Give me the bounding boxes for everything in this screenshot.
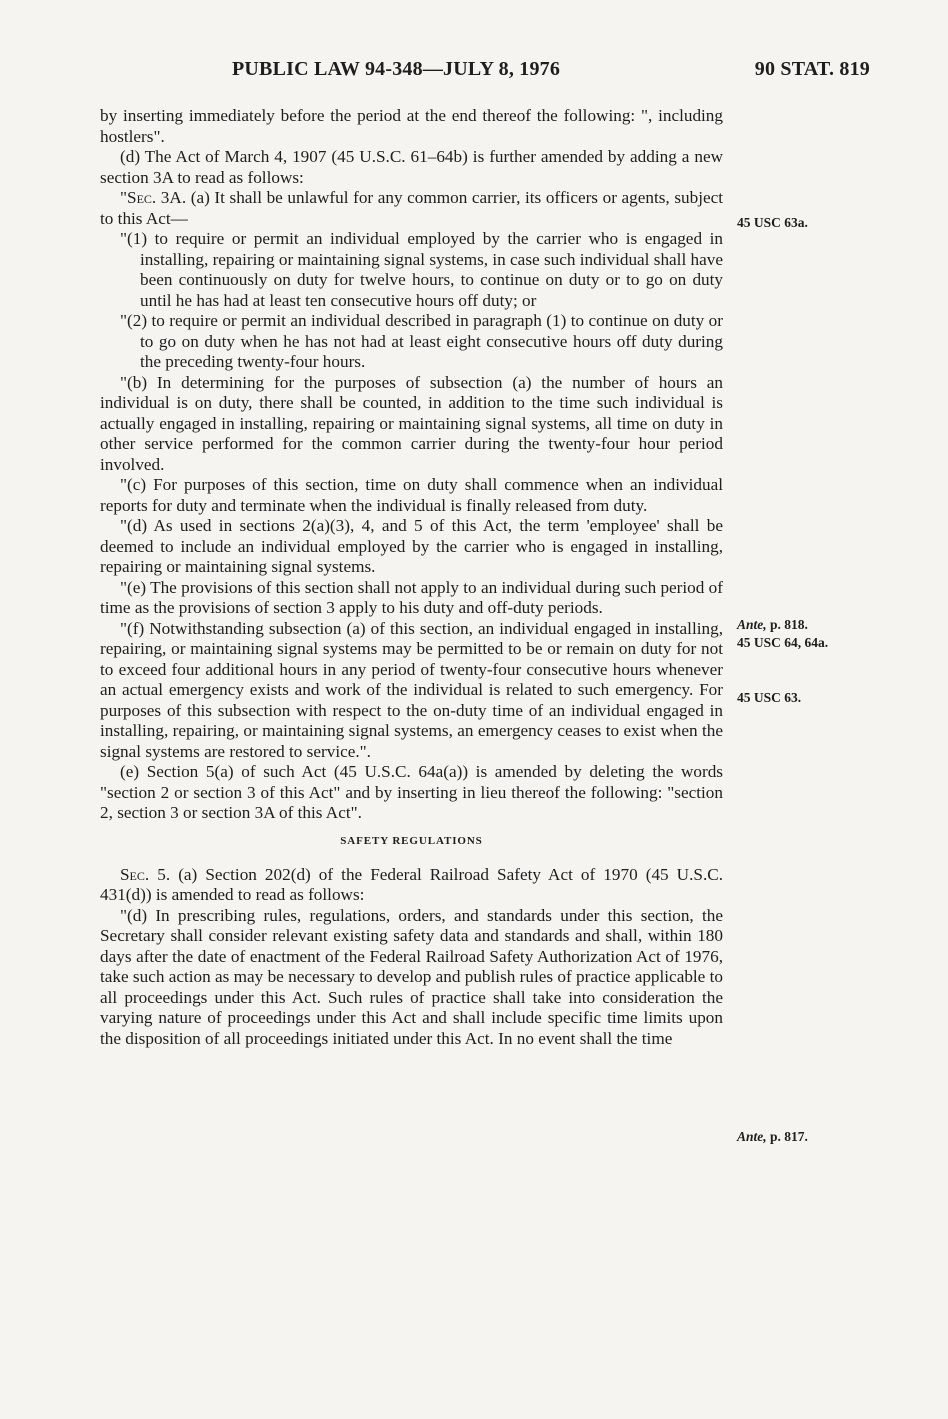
margin-note [737,689,801,706]
paragraph-3a-e: "(e) The provisions of this section shall not apply to an individual during such period of time as the provisions of section 3 apply to his duty and off-duty periods. [100,577,723,617]
paragraph-subsection-d: (d) The Act of March 4, 1907 (45 U.S.C. 61–64b) is further amended by adding a new section 3A to read as follows: [100,147,723,187]
margin-note-page: p. 818. [770,617,808,632]
margin-note-page: p. 817. [770,1129,808,1144]
section-label: Sec. [120,864,150,884]
margin-note-ante: Ante, [737,617,767,632]
section-label: "Sec. 3A. [120,188,187,207]
paragraph-item-2: "(2) to require or permit an individual described in paragraph (1) to continue on duty or to go on duty when he has not had at least eight consecutive hours off duty during the preceding twenty-four hours. [120,311,723,371]
paragraph-sec-5 [100,865,723,906]
paragraph-3a-d: "(d) As used in sections 2(a)(3), 4, and 5 of this Act, the term 'employee' shall be deemed to include an individual employed by the carrier who is engaged in installing, repairing or maintaining signal systems. [100,516,723,576]
paragraph-3a-b: "(b) In determining for the purposes of subsection (a) the number of hours an individual is on duty, there shall be counted, in addition to the time such individual is actually engaged in installing, repairing or maintaining signal systems, all time on duty in other service performed for the common carrier during the twenty-four hour period involved. [100,372,723,474]
margin-note [737,1128,808,1145]
margin-note-text: 45 USC 63. [737,690,802,705]
margin-note [737,616,808,633]
margin-note [737,634,828,651]
paragraph-3a-f: "(f) Notwithstanding subsection (a) of this section, an individual engaged in installing, repairing, or maintaining signal systems may be permitted to be or remain on duty for not to exceed four additional hours in any period of twenty-four consecutive hours whenever an actual emergency exists and work of the individual is related to such emergency. For purposes of this subsection with respect to the on-duty time of an individual engaged in installing, repairing, or maintaining signal systems, an emergency ceases to exist when the signal systems are restored to service.". [100,618,723,761]
header-title: PUBLIC LAW 94-348—JULY 8, 1976 [232,58,561,80]
margin-note-text: 45 USC 63a. [737,215,808,230]
paragraph-3a-c: "(c) For purposes of this section, time on duty shall commence when an individual reports for duty and terminate when the individual is finally released from duty. [100,475,723,515]
margin-note-ante: Ante, [737,1129,767,1144]
margin-note-text: 45 USC 64, 64a. [737,635,829,650]
paragraph-sec-3a-text: (a) It shall be unlawful for any common carrier, its officers or agents, subject to this Act— [100,188,724,228]
paragraph-sec-5-text: 5. (a) Section 202(d) of the Federal Railroad Safety Act of 1970 (45 U.S.C. 431(d)) is amended to read as follows: [100,864,724,904]
margin-note [737,214,808,231]
paragraph-202-d: "(d) In prescribing rules, regulations, orders, and standards under this section, the Secretary shall consider relevant existing safety data and standards and shall, within 180 days after the date of enactment of the Federal Railroad Safety Authorization Act of 1976, take such action as may be necessary to develop and publish rules of practice applicable to all proceedings under this Act. Such rules of practice shall take into consideration the varying nature of proceedings under this Act and shall include specific time limits upon the disposition of all proceedings initiated under this Act. In no event shall the time [100,905,723,1048]
paragraph-subsection-e: (e) Section 5(a) of such Act (45 U.S.C. 64a(a)) is amended by deleting the words "section 2 or section 3 of this Act" and by inserting in lieu thereof the following: "section 2, section 3 or section 3A of this Act". [100,762,723,822]
page-header [100,58,870,88]
paragraph-item-1: "(1) to require or permit an individual employed by the carrier who is engaged in installing, repairing or maintaining signal systems, in case such individual shall have been continuously on duty for twelve hours, to continue on duty or to go on duty until he has had at least ten consecutive hours off duty; or [120,229,723,310]
statute-page-number: 90 STAT. 819 [754,58,870,80]
paragraph-sec-3a [100,188,723,229]
paragraph-continuation: by inserting immediately before the period at the end thereof the following: ", including hostlers". [100,106,723,146]
section-heading: SAFETY REGULATIONS [340,834,483,847]
body-text [100,106,723,1049]
